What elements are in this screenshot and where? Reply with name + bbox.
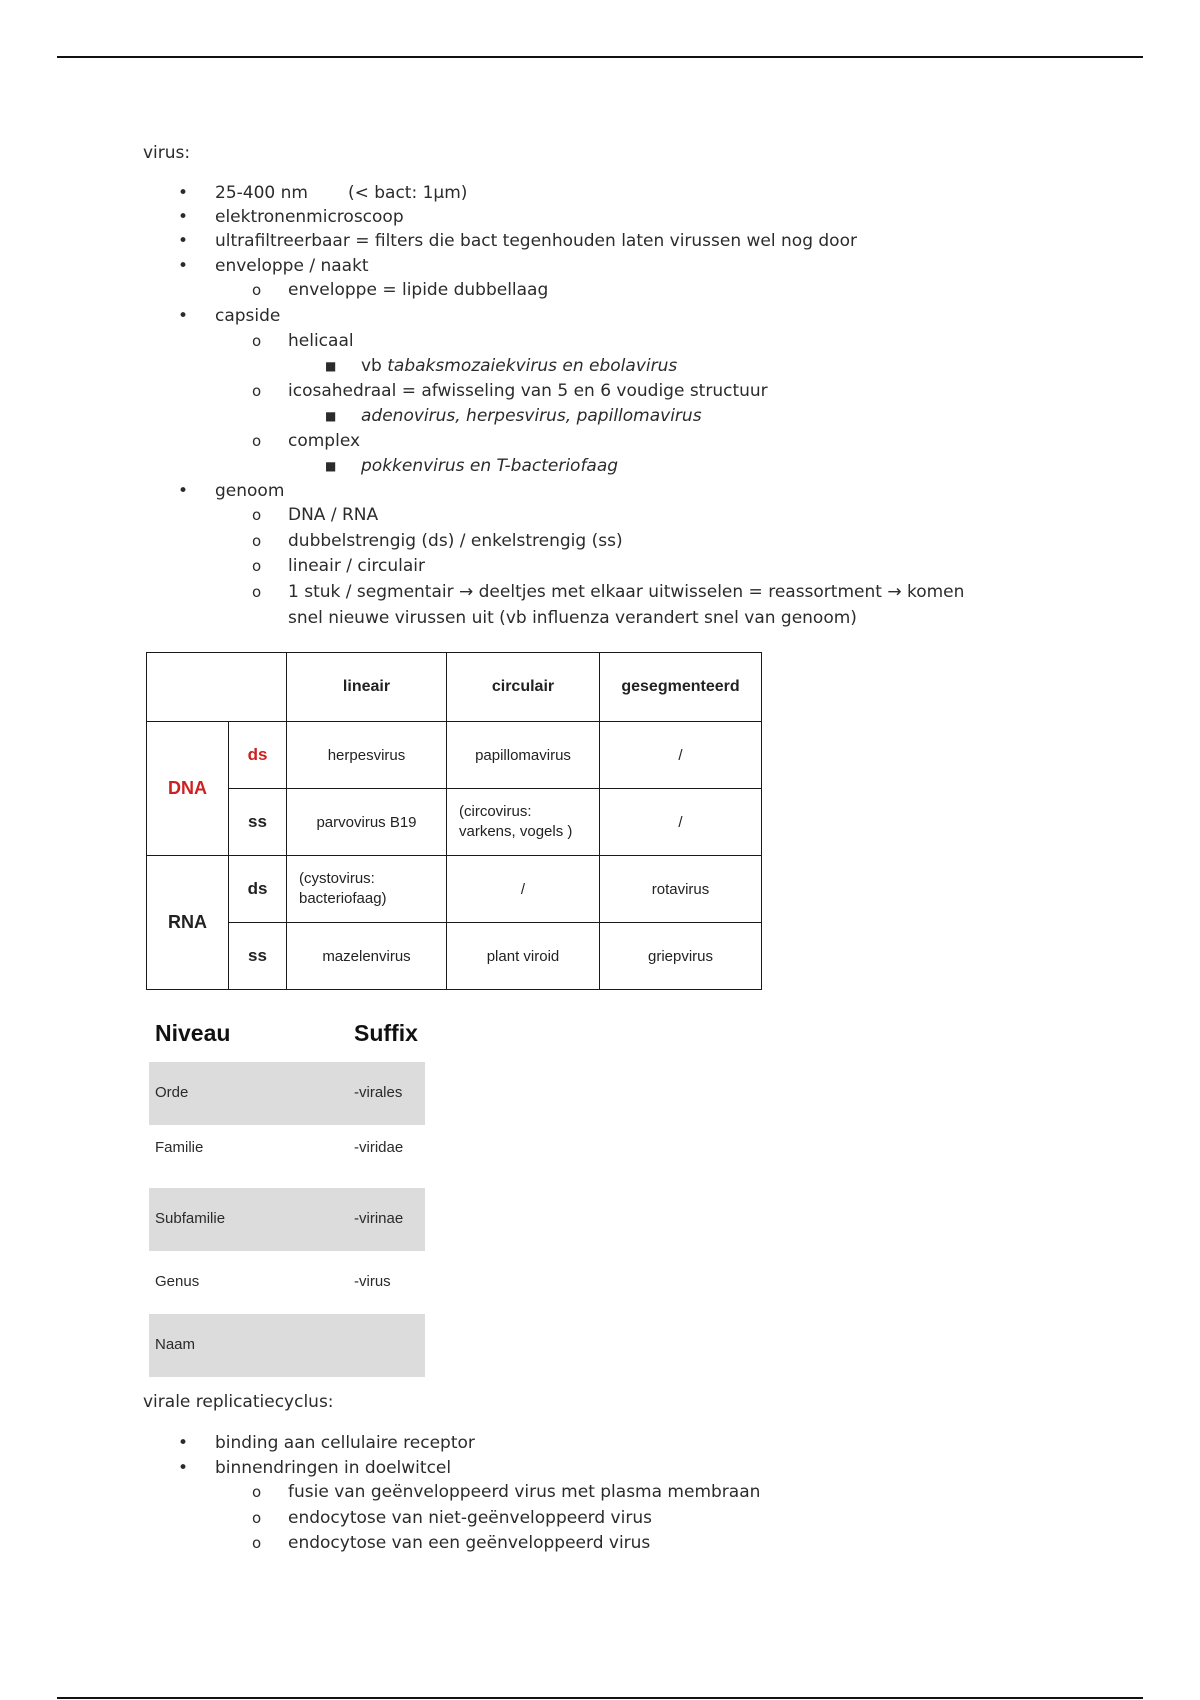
genome-table-header-row	[147, 653, 762, 722]
suffix-cell: -virinae	[354, 1210, 404, 1227]
sub-bullet: o	[252, 382, 262, 400]
strand-label: ds	[229, 722, 287, 789]
genome-table	[146, 652, 762, 990]
bullet: •	[178, 1433, 189, 1453]
sub-item-envelope: enveloppe = lipide dubbellaag	[288, 280, 549, 300]
table-cell: (circovirus: varkens, vogels )	[447, 789, 600, 856]
table-cell: (cystovirus: bacteriofaag)	[287, 856, 447, 923]
table-cell: papillomavirus	[447, 722, 600, 789]
col-header-circulair: circulair	[447, 653, 600, 722]
table-cell: griepvirus	[600, 923, 762, 990]
table-cell: rotavirus	[600, 856, 762, 923]
group-label-rna: RNA	[147, 856, 229, 990]
strand-label: ss	[229, 789, 287, 856]
suffix-cell: -virus	[354, 1273, 391, 1290]
table-row	[149, 1062, 425, 1125]
table-row	[147, 856, 762, 923]
table-cell: /	[447, 856, 600, 923]
suffix-cell: -virales	[354, 1084, 403, 1101]
sub-bullet: o	[252, 583, 262, 601]
table-row	[149, 1251, 425, 1314]
genome-table-corner	[147, 653, 287, 722]
sub-sub-bullet: ■	[325, 359, 337, 373]
sub-sub-bullet: ■	[325, 459, 337, 473]
sub-item-genoom-continued: snel nieuwe virussen uit (vb influenza verandert snel van genoom)	[288, 608, 857, 628]
sub-item-icosa: icosahedraal = afwisseling van 5 en 6 voudige structuur	[288, 381, 768, 401]
sub-item-genoom: DNA / RNA	[288, 505, 379, 525]
niveau-cell: Familie	[155, 1139, 204, 1156]
col-header-lineair: lineair	[287, 653, 447, 722]
sub-bullet: o	[252, 532, 262, 550]
table-row	[149, 1125, 425, 1188]
bullet: •	[178, 183, 189, 203]
strand-label: ds	[229, 856, 287, 923]
niveau-cell: Subfamilie	[155, 1210, 226, 1227]
bullet: •	[178, 481, 189, 501]
table-row	[147, 722, 762, 789]
strand-label: ss	[229, 923, 287, 990]
bullet: •	[178, 231, 189, 251]
sub-item-genoom: lineair / circulair	[288, 556, 426, 576]
group-label-dna: DNA	[147, 722, 229, 856]
bullet: •	[178, 207, 189, 227]
sub-sub-item-helicaal-vb: vb tabaksmozaiekvirus en ebolavirus	[361, 356, 678, 376]
footer-rule	[57, 1697, 1143, 1699]
sub-sub-bullet: ■	[325, 409, 337, 423]
list-item-capside: capside	[215, 306, 281, 326]
niveau-cell: Naam	[155, 1336, 196, 1353]
table-row	[149, 1314, 425, 1377]
taxonomy-table	[149, 1010, 425, 1377]
sub-bullet: o	[252, 557, 262, 575]
sub-item-genoom: 1 stuk / segmentair → deeltjes met elkaar uitwisselen = reassortment → komen	[288, 582, 965, 602]
table-cell: herpesvirus	[287, 722, 447, 789]
sub-bullet: o	[252, 281, 262, 299]
sub-bullet: o	[252, 1483, 262, 1501]
table-cell: mazelenvirus	[287, 923, 447, 990]
table-row	[149, 1188, 425, 1251]
list-item-size: 25-400 nm (< bact: 1μm)	[215, 183, 468, 203]
list-item-microscope: elektronenmicroscoop	[215, 207, 404, 227]
list-item-envelope: enveloppe / naakt	[215, 256, 369, 276]
col-header-niveau: Niveau	[155, 1020, 231, 1046]
sub-bullet: o	[252, 332, 262, 350]
bullet: •	[178, 306, 189, 326]
table-row	[147, 923, 762, 990]
table-cell: /	[600, 789, 762, 856]
sub-sub-item-complex-vb: pokkenvirus en T-bacteriofaag	[361, 456, 619, 476]
table-cell: /	[600, 722, 762, 789]
list-item-genoom: genoom	[215, 481, 285, 501]
sub-item-genoom: dubbelstrengig (ds) / enkelstrengig (ss)	[288, 531, 623, 551]
header-rule	[57, 56, 1143, 58]
list-item: binnendringen in doelwitcel	[215, 1458, 452, 1478]
sub-item-complex: complex	[288, 431, 361, 451]
bullet: •	[178, 256, 189, 276]
niveau-cell: Genus	[155, 1273, 200, 1290]
section-title-replication: virale replicatiecyclus:	[143, 1392, 334, 1412]
sub-item: endocytose van een geënveloppeerd virus	[288, 1533, 651, 1553]
niveau-cell: Orde	[155, 1084, 189, 1101]
table-row	[147, 789, 762, 856]
sub-item: endocytose van niet-geënveloppeerd virus	[288, 1508, 652, 1528]
table-cell: plant viroid	[447, 923, 600, 990]
list-item: binding aan cellulaire receptor	[215, 1433, 475, 1453]
sub-bullet: o	[252, 432, 262, 450]
table-cell: parvovirus B19	[287, 789, 447, 856]
sub-item: fusie van geënveloppeerd virus met plasma membraan	[288, 1482, 761, 1502]
sub-bullet: o	[252, 1534, 262, 1552]
sub-bullet: o	[252, 506, 262, 524]
sub-item-helicaal: helicaal	[288, 331, 354, 351]
section-title-virus: virus:	[143, 143, 191, 163]
bullet: •	[178, 1458, 189, 1478]
sub-bullet: o	[252, 1509, 262, 1527]
col-header-gesegmenteerd: gesegmenteerd	[600, 653, 762, 722]
suffix-cell: -viridae	[354, 1139, 404, 1156]
sub-sub-item-icosa-vb: adenovirus, herpesvirus, papillomavirus	[361, 406, 702, 426]
list-item-ultrafilter: ultrafiltreerbaar = filters die bact tegenhouden laten virussen wel nog door	[215, 231, 857, 251]
col-header-suffix: Suffix	[354, 1020, 418, 1046]
taxonomy-header-row	[149, 1010, 425, 1062]
